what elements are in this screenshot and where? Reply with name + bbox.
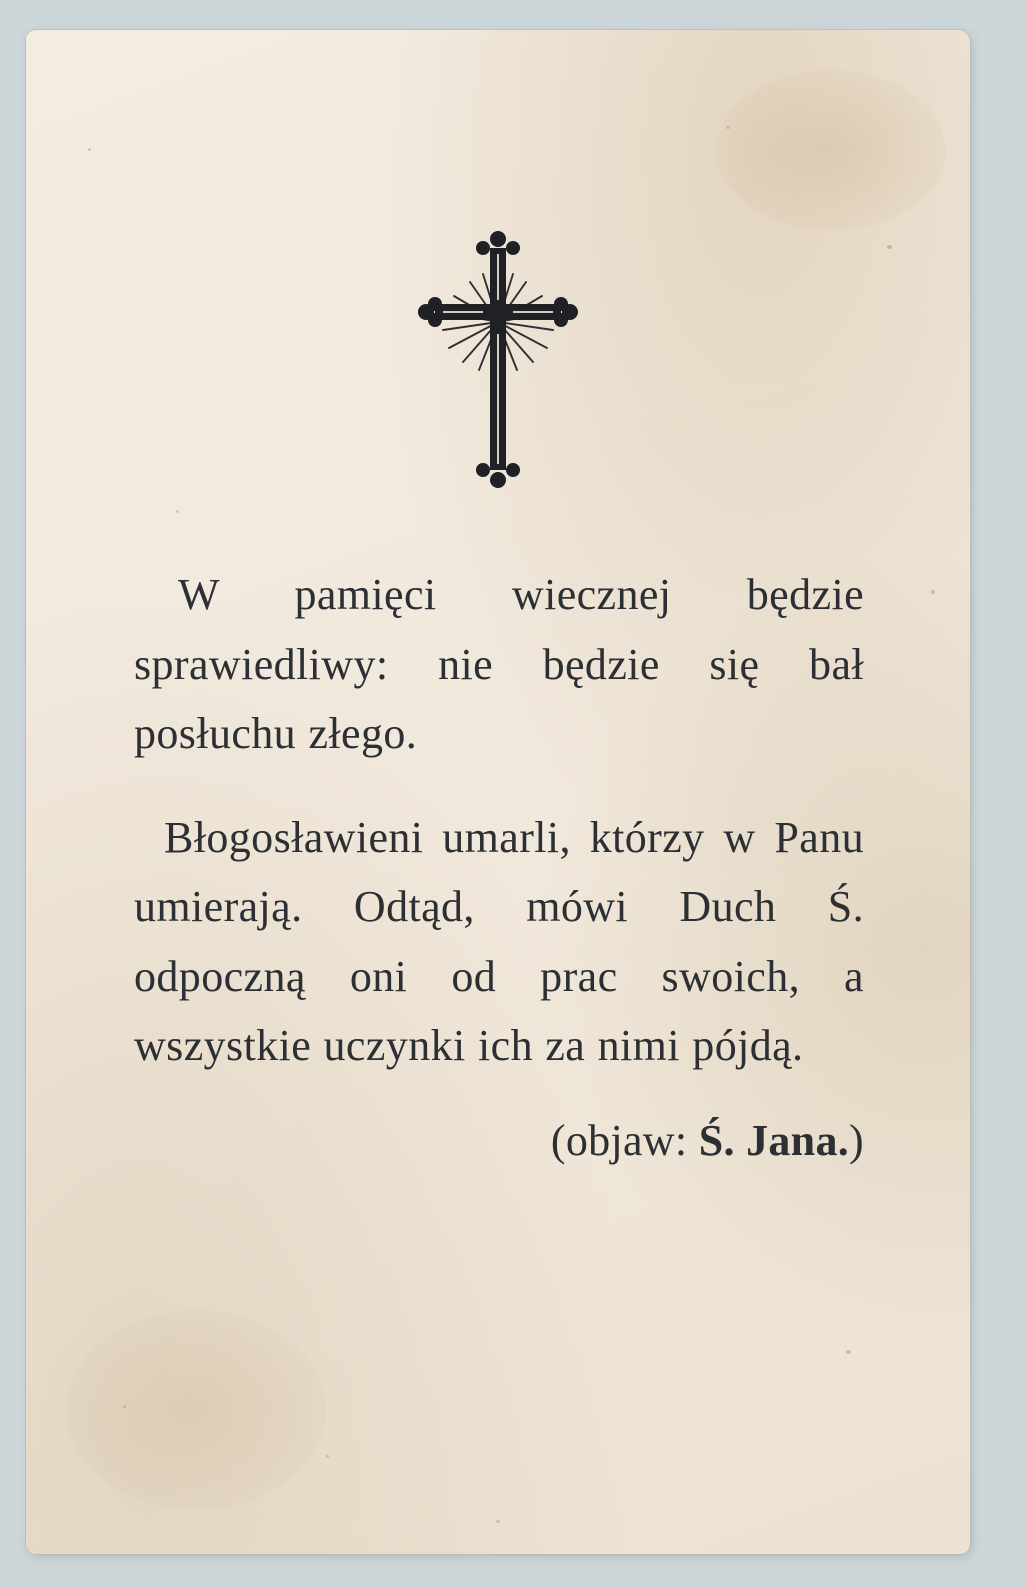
paper-speck — [726, 126, 730, 129]
attribution-suffix: ) — [849, 1115, 864, 1165]
age-stain — [716, 70, 946, 230]
paper-speck — [88, 148, 91, 151]
age-stain — [66, 1310, 326, 1510]
attribution-prefix: (objaw: — [550, 1115, 699, 1165]
verse-paragraph-2: Błogosławieni umarli, którzy w Panu umierają. Odtąd, mówi Duch Ś. odpoczną oni od prac swoich, a wszystkie uczynki ich za nimi pójdą. — [134, 812, 864, 1071]
attribution-source: Ś. Jana. — [698, 1115, 850, 1165]
paper-speck — [123, 1405, 126, 1408]
attribution — [134, 1115, 864, 1166]
paper-speck — [326, 1455, 329, 1458]
verse-paragraph-1: W pamięci wiecznej będzie sprawiedliwy: nie będzie się bał posłuchu złego. — [134, 570, 864, 759]
latin-cross-icon — [413, 230, 583, 500]
cross-ornament — [26, 230, 970, 505]
paper-speck — [176, 510, 179, 513]
card-text — [134, 560, 864, 1166]
paper-speck — [496, 1520, 500, 1523]
paper-speck — [846, 1350, 851, 1354]
holy-card — [26, 30, 970, 1554]
paper-speck — [931, 590, 935, 594]
